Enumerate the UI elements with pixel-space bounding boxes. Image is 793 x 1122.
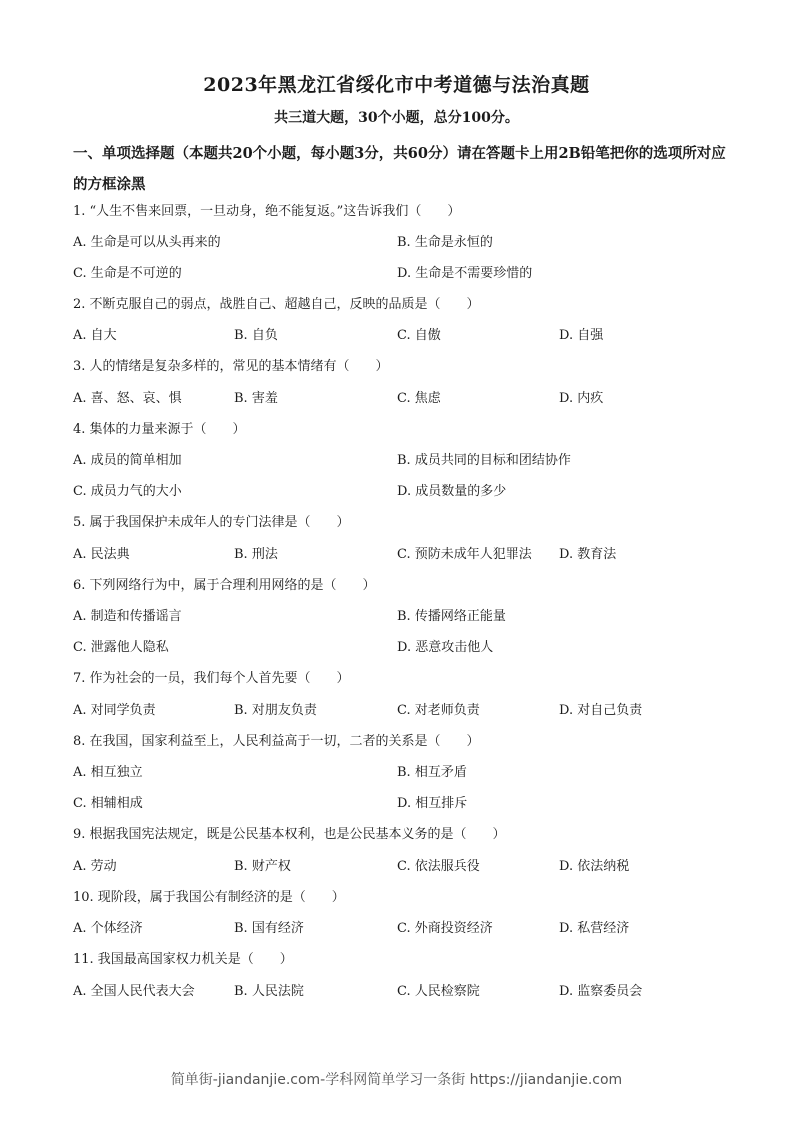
q10-option-a: A. 个体经济 xyxy=(73,921,143,936)
q7-option-a: A. 对同学负责 xyxy=(73,703,156,718)
q3-option-d: D. 内疚 xyxy=(559,391,604,406)
exam-summary: 共三道大题，30个小题，总分100分。 xyxy=(274,110,519,126)
q11-option-d: D. 监察委员会 xyxy=(559,984,643,999)
q3-option-b: B. 害羞 xyxy=(234,391,278,406)
q5-option-c: C. 预防未成年人犯罪法 xyxy=(397,547,532,562)
q1-option-a: A. 生命是可以从头再来的 xyxy=(73,235,221,250)
q4-option-c: C. 成员力气的大小 xyxy=(73,484,182,499)
q4-option-b: B. 成员共同的目标和团结协作 xyxy=(397,453,571,468)
q7-option-d: D. 对自己负责 xyxy=(559,703,643,718)
q1-option-c: C. 生命是不可逆的 xyxy=(73,266,182,281)
q2-option-a: A. 自大 xyxy=(73,328,117,343)
question-6: 6. 下列网络行为中，属于合理利用网络的是（ ） xyxy=(73,578,376,593)
q2-option-b: B. 自负 xyxy=(234,328,278,343)
question-1: 1. “人生不售来回票，一旦动身，绝不能复返。”这告诉我们（ ） xyxy=(73,204,461,219)
section-heading: 一、单项选择题（本题共20个小题，每小题3分，共60分）请在答题卡上用2B铅笔把你的选项所对应的方框涂黑 xyxy=(73,145,726,193)
q6-option-a: A. 制造和传播谣言 xyxy=(73,609,182,624)
q2-option-d: D. 自强 xyxy=(559,328,604,343)
q8-option-c: C. 相辅相成 xyxy=(73,796,143,811)
question-8: 8. 在我国，国家利益至上，人民利益高于一切，二者的关系是（ ） xyxy=(73,734,480,749)
q4-option-a: A. 成员的简单相加 xyxy=(73,453,182,468)
question-3: 3. 人的情绪是复杂多样的，常见的基本情绪有（ ） xyxy=(73,359,389,374)
q1-option-d: D. 生命是不需要珍惜的 xyxy=(397,266,533,281)
q1-option-b: B. 生命是永恒的 xyxy=(397,235,493,250)
question-5: 5. 属于我国保护未成年人的专门法律是（ ） xyxy=(73,515,350,530)
q10-option-c: C. 外商投资经济 xyxy=(397,921,493,936)
q11-option-b: B. 人民法院 xyxy=(234,984,304,999)
q8-option-a: A. 相互独立 xyxy=(73,765,143,780)
page-title: 2023年黑龙江省绥化市中考道德与法治真题 xyxy=(203,74,590,96)
q10-option-d: D. 私营经济 xyxy=(559,921,630,936)
q8-option-d: D. 相互排斥 xyxy=(397,796,468,811)
q5-option-b: B. 刑法 xyxy=(234,547,278,562)
q7-option-b: B. 对朋友负责 xyxy=(234,703,317,718)
question-11: 11. 我国最高国家权力机关是（ ） xyxy=(73,952,293,967)
question-4: 4. 集体的力量来源于（ ） xyxy=(73,422,246,437)
question-2: 2. 不断克服自己的弱点，战胜自己、超越自己，反映的品质是（ ） xyxy=(73,297,480,312)
q5-option-d: D. 教育法 xyxy=(559,547,617,562)
q10-option-b: B. 国有经济 xyxy=(234,921,304,936)
q6-option-d: D. 恶意攻击他人 xyxy=(397,640,494,655)
q7-option-c: C. 对老师负责 xyxy=(397,703,480,718)
question-10: 10. 现阶段，属于我国公有制经济的是（ ） xyxy=(73,890,345,905)
q5-option-a: A. 民法典 xyxy=(73,547,130,562)
q4-option-d: D. 成员数量的多少 xyxy=(397,484,507,499)
q9-option-c: C. 依法服兵役 xyxy=(397,859,480,874)
q9-option-d: D. 依法纳税 xyxy=(559,859,630,874)
q9-option-a: A. 劳动 xyxy=(73,859,117,874)
q6-option-b: B. 传播网络正能量 xyxy=(397,609,506,624)
watermark-footer: 简单街-jiandanjie.com-学科网简单学习一条街 https://jiandanjie.com xyxy=(170,1072,623,1088)
q3-option-a: A. 喜、怒、哀、惧 xyxy=(73,391,182,406)
q3-option-c: C. 焦虑 xyxy=(397,391,441,406)
q6-option-c: C. 泄露他人隐私 xyxy=(73,640,169,655)
q2-option-c: C. 自傲 xyxy=(397,328,441,343)
q11-option-c: C. 人民检察院 xyxy=(397,984,480,999)
q8-option-b: B. 相互矛盾 xyxy=(397,765,467,780)
question-7: 7. 作为社会的一员，我们每个人首先要（ ） xyxy=(73,671,350,686)
q11-option-a: A. 全国人民代表大会 xyxy=(73,984,195,999)
q9-option-b: B. 财产权 xyxy=(234,859,291,874)
question-9: 9. 根据我国宪法规定，既是公民基本权利，也是公民基本义务的是（ ） xyxy=(73,827,506,842)
